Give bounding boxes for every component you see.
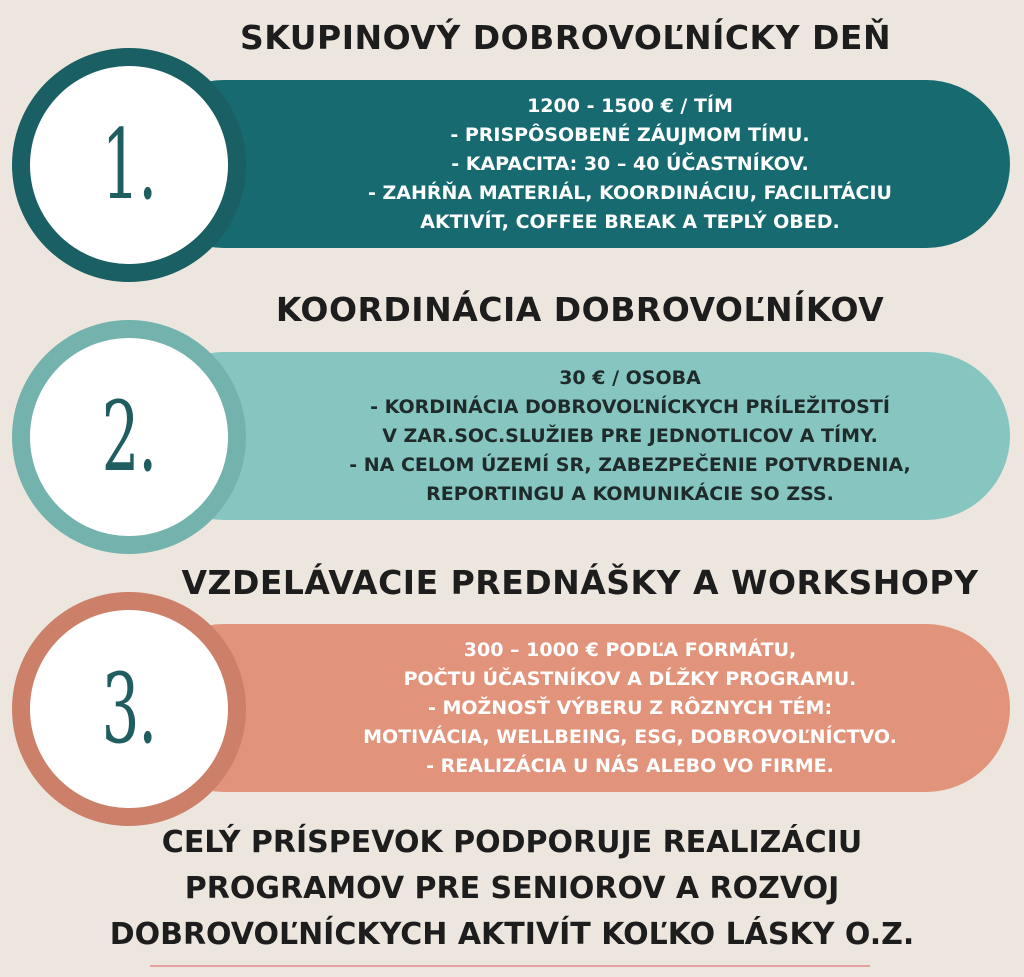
section-2-detail-2: V ZAR.SOC.SLUŽIEB PRE JEDNOTLICOV A TÍMY. bbox=[382, 424, 878, 447]
section-1-heading: SKUPINOVÝ DOBROVOĽNÍCKY DEŇ bbox=[240, 18, 892, 57]
section-3-number-badge bbox=[12, 592, 246, 826]
section-2-detail-4: REPORTINGU A KOMUNIKÁCIE SO ZSS. bbox=[426, 482, 834, 505]
section-2-detail-1: - KORDINÁCIA DOBROVOĽNÍCKYCH PRÍLEŽITOSTÍ bbox=[370, 395, 890, 418]
section-1-detail-3: - ZAHŔŇA MATERIÁL, KOORDINÁCIU, FACILITÁCIU bbox=[367, 181, 892, 204]
section-2-details-pill bbox=[140, 352, 1010, 520]
section-2-heading: KOORDINÁCIA DOBROVOĽNÍKOV bbox=[275, 290, 885, 329]
bottom-divider bbox=[150, 965, 870, 967]
section-2-number: 2. bbox=[101, 381, 157, 493]
section-1-price: 1200 - 1500 € / TÍM bbox=[527, 94, 733, 117]
section-2-number-badge bbox=[12, 320, 246, 554]
section-3-number-circle bbox=[30, 610, 228, 808]
section-2-detail-3: - NA CELOM ÚZEMÍ SR, ZABEZPEČENIE POTVRDENIA, bbox=[349, 453, 911, 476]
section-1-number: 1. bbox=[101, 109, 157, 221]
section-3-number: 3. bbox=[101, 653, 157, 765]
section-3-heading: VZDELÁVACIE PREDNÁŠKY A WORKSHOPY bbox=[181, 563, 979, 602]
footer-line-2: PROGRAMOV PRE SENIOROV A ROZVOJ bbox=[184, 871, 840, 906]
section-2-price: 30 € / OSOBA bbox=[559, 366, 701, 389]
footer-statement bbox=[0, 820, 1024, 958]
footer-line-3: DOBROVOĽNÍCKYCH AKTIVÍT KOĽKO LÁSKY O.Z. bbox=[109, 917, 915, 952]
footer-line-1: CELÝ PRÍSPEVOK PODPORUJE REALIZÁCIU bbox=[161, 825, 863, 860]
section-3-detail-3: MOTIVÁCIA, WELLBEING, ESG, DOBROVOĽNÍCTVO. bbox=[363, 725, 897, 748]
section-3-details-pill bbox=[140, 624, 1010, 792]
section-1-detail-4: AKTIVÍT, COFFEE BREAK A TEPLÝ OBED. bbox=[420, 210, 840, 233]
section-3-detail-1: POČTU ÚČASTNÍKOV A DĹŽKY PROGRAMU. bbox=[403, 667, 857, 690]
section-3-detail-2: - MOŽNOSŤ VÝBERU Z RÔZNYCH TÉM: bbox=[427, 696, 833, 719]
section-3-detail-4: - REALIZÁCIA U NÁS ALEBO VO FIRME. bbox=[426, 754, 834, 777]
section-2-number-circle bbox=[30, 338, 228, 536]
section-1-detail-1: - PRISPÔSOBENÉ ZÁUJMOM TÍMU. bbox=[450, 123, 810, 146]
section-1-number-badge bbox=[12, 48, 246, 282]
section-1-number-circle bbox=[30, 66, 228, 264]
section-1-details-pill bbox=[140, 80, 1010, 248]
section-1-detail-2: - KAPACITA: 30 – 40 ÚČASTNÍKOV. bbox=[451, 152, 809, 175]
section-3-price: 300 – 1000 € PODĽA FORMÁTU, bbox=[463, 638, 797, 661]
